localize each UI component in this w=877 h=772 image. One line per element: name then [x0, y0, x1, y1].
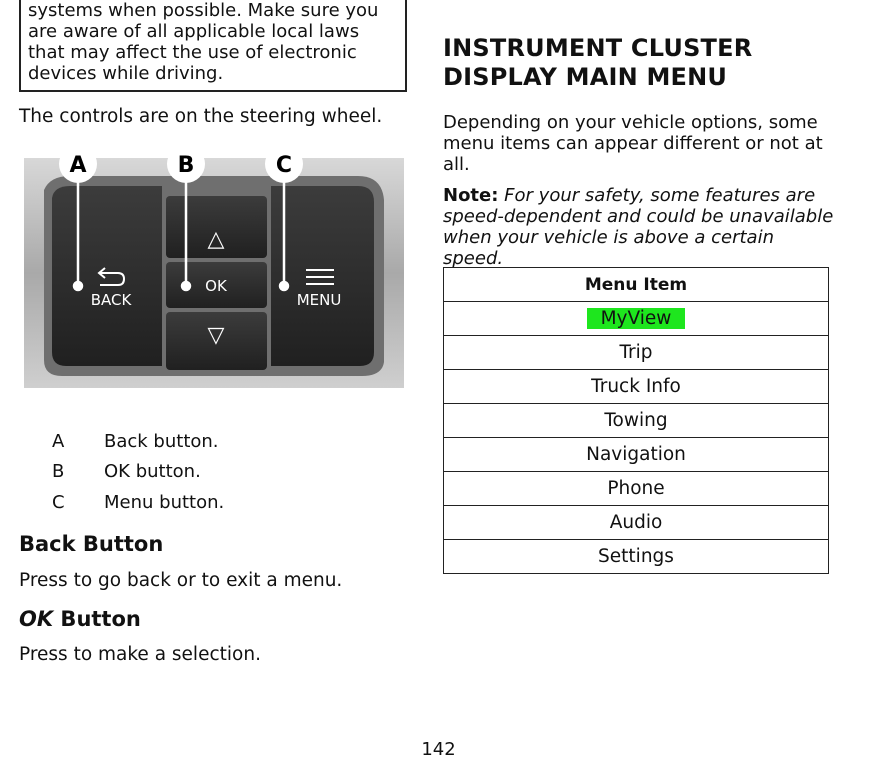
- warning-line: devices while driving.: [28, 63, 224, 84]
- intro-text: The controls are on the steering wheel.: [19, 106, 383, 127]
- menu-intro: Depending on your vehicle options, some menu items can appear different or not at all.: [443, 112, 823, 175]
- legend-key: A: [52, 430, 65, 452]
- callout-dot-c: [280, 282, 288, 290]
- legend-text: Menu button.: [104, 491, 225, 513]
- table-cell: Settings: [444, 540, 829, 574]
- table-row: [444, 336, 829, 370]
- table-cell: Towing: [444, 404, 829, 438]
- table-cell: Audio: [444, 506, 829, 540]
- ok-heading-rest: Button: [53, 607, 141, 631]
- back-button-description: Press to go back or to exit a menu.: [19, 570, 343, 591]
- note-text: For your safety, some features are speed-dependent and could be unavailable when your vehicle is above a certain speed.: [443, 185, 834, 269]
- ok-label: OK: [205, 277, 227, 295]
- legend-row: [52, 487, 224, 518]
- legend-row: [52, 457, 224, 488]
- callout-dot-a: [74, 282, 82, 290]
- callout-legend: [52, 426, 224, 518]
- table-cell: Navigation: [444, 438, 829, 472]
- section-heading-line1: INSTRUMENT CLUSTER: [443, 34, 753, 62]
- legend-text: Back button.: [104, 430, 219, 452]
- warning-line: are aware of all applicable local laws: [28, 21, 360, 42]
- steering-wheel-controls-illustration: [22, 150, 406, 390]
- table-cell: Phone: [444, 472, 829, 506]
- legend-row: [52, 426, 224, 457]
- menu-items-table: [443, 267, 829, 574]
- ok-heading-italic: OK: [19, 607, 54, 631]
- legend-key: C: [52, 491, 65, 513]
- up-arrow-icon: △: [207, 227, 225, 252]
- table-header: Menu Item: [444, 268, 829, 302]
- section-heading-line2: DISPLAY MAIN MENU: [443, 63, 728, 91]
- back-button-shape: [52, 186, 162, 366]
- callout-letter-a: A: [69, 153, 87, 178]
- highlighted-menu-item: MyView: [587, 308, 686, 329]
- back-label: BACK: [90, 291, 132, 309]
- table-row: [444, 370, 829, 404]
- note-label: Note:: [443, 185, 499, 206]
- table-cell: Truck Info: [444, 370, 829, 404]
- warning-line: that may affect the use of electronic: [28, 42, 357, 63]
- table-row: [444, 506, 829, 540]
- ok-button-heading: [19, 607, 141, 631]
- table-row: [444, 438, 829, 472]
- table-row: [444, 404, 829, 438]
- warning-box: [19, 0, 407, 92]
- legend-text: OK button.: [104, 461, 201, 483]
- callout-letter-c: C: [275, 153, 293, 178]
- legend-key: B: [52, 461, 65, 483]
- menu-label: MENU: [296, 291, 342, 309]
- down-arrow-icon: ▽: [207, 323, 225, 348]
- warning-line: systems when possible. Make sure you: [28, 0, 379, 21]
- page-number: 142: [421, 739, 456, 760]
- section-heading: [443, 34, 752, 92]
- table-row: [444, 472, 829, 506]
- callout-dot-b: [182, 282, 190, 290]
- table-cell: Trip: [444, 336, 829, 370]
- table-row: [444, 302, 829, 336]
- table-row: [444, 540, 829, 574]
- callout-letter-b: B: [177, 153, 195, 178]
- table-cell: [444, 302, 829, 336]
- safety-note: [443, 185, 838, 269]
- ok-button-description: Press to make a selection.: [19, 644, 261, 665]
- back-button-heading: Back Button: [19, 532, 164, 556]
